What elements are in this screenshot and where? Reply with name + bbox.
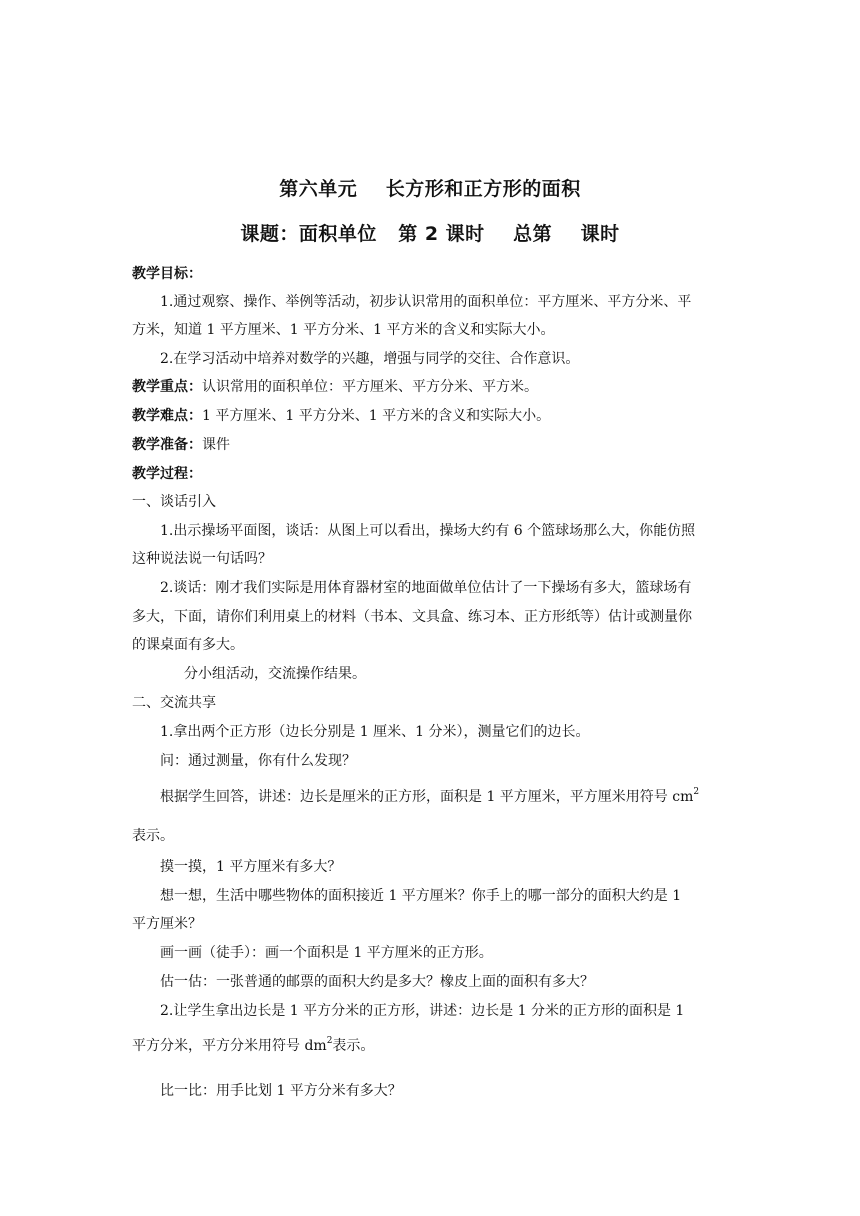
- preparation-label: 教学准备：: [132, 437, 202, 453]
- section-2-p3-text: 根据学生回答，讲述：边长是厘米的正方形，面积是 1 平方厘米，平方厘米用符号 cm: [160, 789, 694, 805]
- square-superscript-dm: 2: [326, 1036, 333, 1046]
- section-2-p3-line-2: 表示。: [132, 828, 174, 844]
- section-1-p2-line-1: 2.谈话：刚才我们实际是用体育器材室的地面做单位估计了一下操场有多大，篮球场有: [160, 580, 692, 596]
- lesson-title: 课题：面积单位 第 2 课时 总第 课时: [240, 223, 620, 245]
- difficulties-row: [132, 406, 732, 426]
- objective-1-line-1: 1.通过观察、操作、举例等活动，初步认识常用的面积单位：平方厘米、平方分米、平: [160, 294, 692, 310]
- objective-1-line-2: 方米，知道 1 平方厘米、1 平方分米、1 平方米的含义和实际大小。: [132, 322, 555, 338]
- key-points-row: [132, 377, 732, 397]
- objective-2: 2.在学习活动中培养对数学的兴趣，增强与同学的交往、合作意识。: [160, 351, 580, 367]
- section-2-p2: 问：通过测量，你有什么发现？: [160, 753, 356, 769]
- key-points-label: 教学重点：: [132, 379, 202, 395]
- square-superscript-cm: 2: [693, 787, 700, 797]
- unit-title: 第六单元 长方形和正方形的面积: [279, 178, 581, 200]
- section-1-p1-line-1: 1.出示操场平面图，谈话：从图上可以看出，操场大约有 6 个篮球场那么大，你能仿照: [160, 523, 696, 539]
- section-2-p9: 比一比：用手比划 1 平方分米有多大？: [160, 1083, 402, 1099]
- section-2-p8-line-1: 2.让学生拿出边长是 1 平方分米的正方形，讲述：边长是 1 分米的正方形的面积是 1: [160, 1003, 685, 1019]
- section-2-p7: 估一估：一张普通的邮票的面积大约是多大？橡皮上面的面积有多大？: [160, 974, 594, 990]
- key-points-text: 认识常用的面积单位：平方厘米、平方分米、平方米。: [202, 379, 538, 395]
- section-2-p8-text-a: 平方分米，平方分米用符号 dm: [132, 1038, 327, 1054]
- objectives-label: 教学目标：: [132, 266, 202, 282]
- preparation-row: [132, 435, 732, 455]
- section-1-p1-line-2: 这种说法说一句话吗？: [132, 551, 272, 567]
- section-2-heading: 二、交流共享: [132, 695, 216, 711]
- section-2-p8-text-b: 表示。: [332, 1038, 375, 1054]
- section-1-p3: 分小组活动，交流操作结果。: [184, 666, 366, 682]
- process-label: 教学过程：: [132, 466, 202, 482]
- section-2-p5-line-1: 想一想，生活中哪些物体的面积接近 1 平方厘米？你手上的哪一部分的面积大约是 1: [160, 888, 682, 904]
- section-2-p3-line-1: [160, 787, 760, 807]
- section-2-p8-line-2: [132, 1036, 732, 1056]
- section-2-p1: 1.拿出两个正方形（边长分别是 1 厘米、1 分米），测量它们的边长。: [160, 724, 590, 740]
- section-1-p2-line-2: 多大，下面，请你们利用桌上的材料（书本、文具盒、练习本、正方形纸等）估计或测量你: [132, 609, 692, 625]
- section-1-p2-line-3: 的课桌面有多大。: [132, 637, 244, 653]
- difficulties-text: 1 平方厘米、1 平方分米、1 平方米的含义和实际大小。: [202, 408, 551, 424]
- section-1-heading: 一、谈话引入: [132, 494, 216, 510]
- difficulties-label: 教学难点：: [132, 408, 202, 424]
- section-2-p4: 摸一摸，1 平方厘米有多大？: [160, 859, 342, 875]
- preparation-text: 课件: [202, 437, 230, 453]
- section-2-p5-line-2: 平方厘米？: [132, 916, 202, 932]
- section-2-p6: 画一画（徒手）：画一个面积是 1 平方厘米的正方形。: [160, 945, 493, 961]
